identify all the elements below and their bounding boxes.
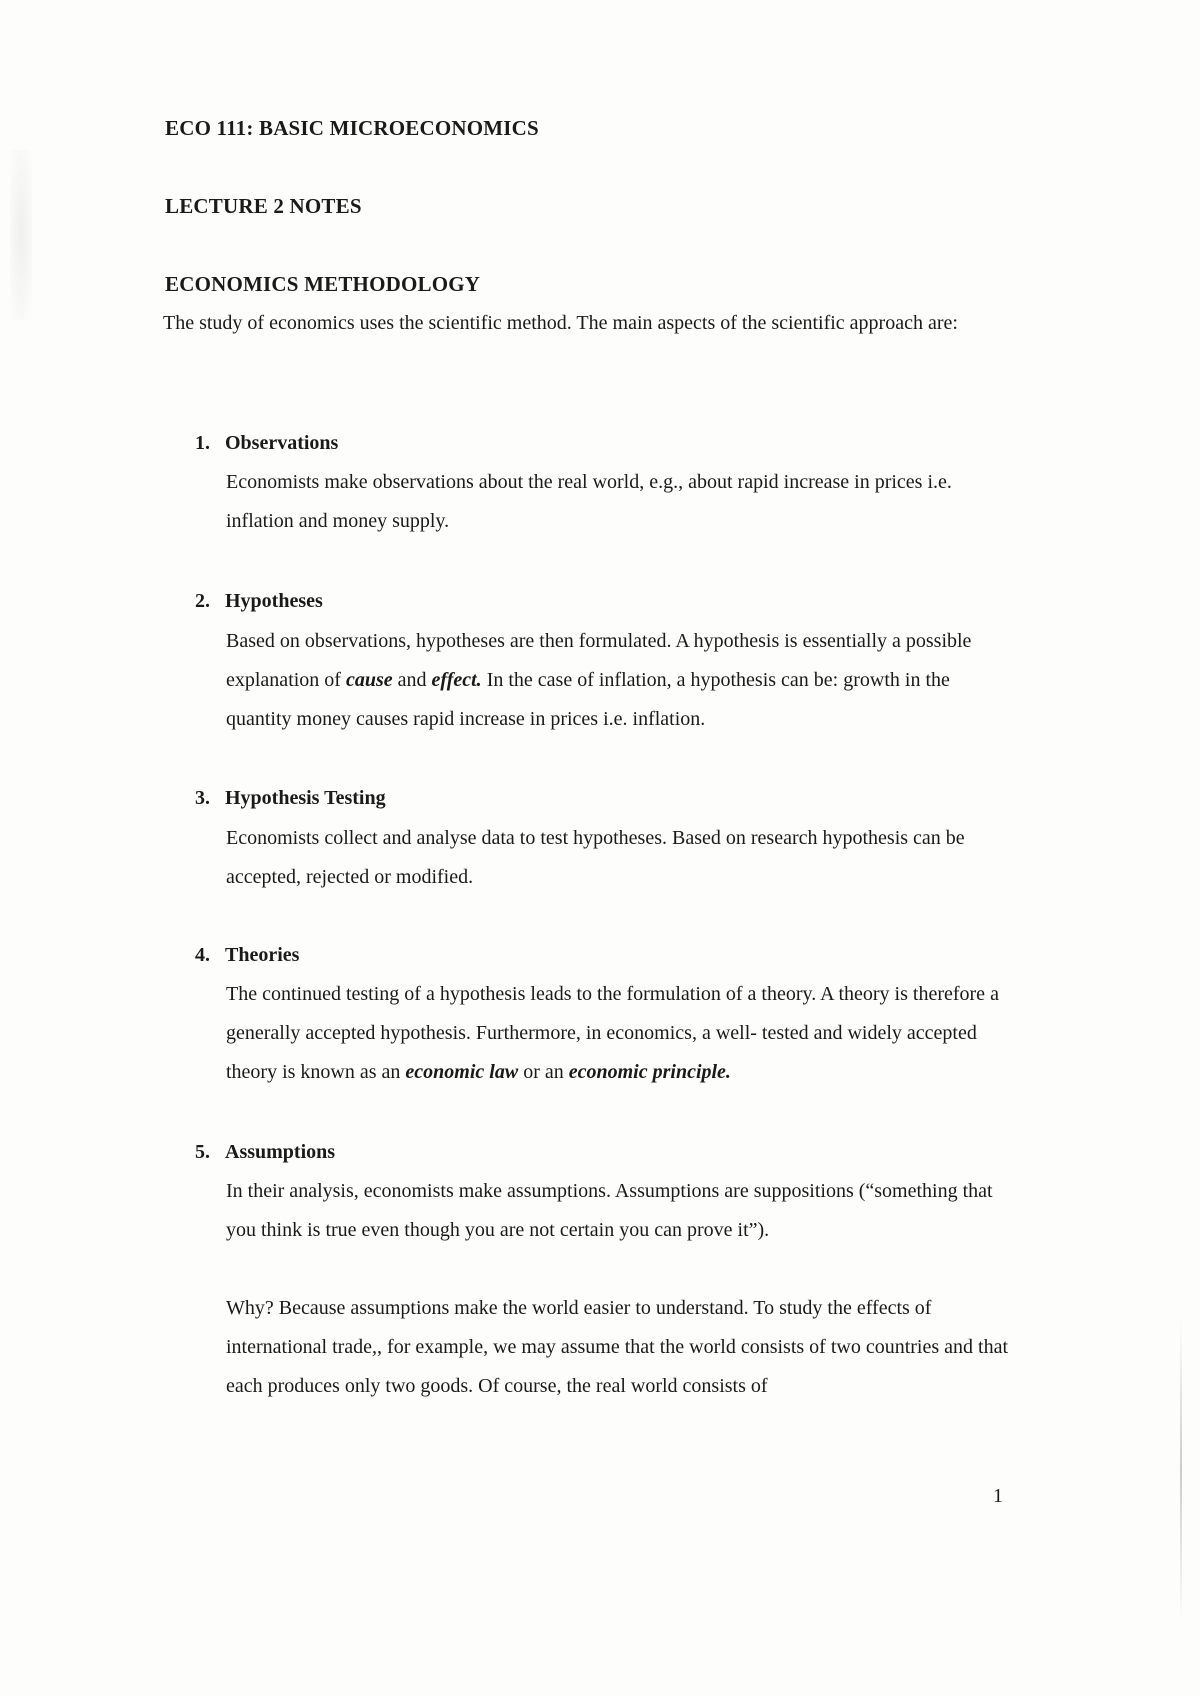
body-text: Based on observations, hypotheses are then formulated. A hypothesis is essentially a possible explanation of [226,630,972,691]
item-number: 4. [195,944,210,966]
item-body-theories [226,975,1016,1092]
item-heading-theories [195,944,299,967]
item-body-assumptions-why: Why? Because assumptions make the world easier to understand. To study the effects of international trade,, for example, we may assume that the world consists of two countries and that each produces only two goods. Of course, the real world consists of [226,1297,1009,1397]
item-title: Hypothesis Testing [225,787,386,809]
section-title: ECONOMICS METHODOLOGY [165,272,481,296]
emphasis-economic-principle: economic principle. [568,1061,731,1083]
item-title: Assumptions [225,1141,336,1163]
intro-paragraph: The study of economics uses the scientific method. The main aspects of the scientific approach are: [163,312,958,334]
item-title: Hypotheses [225,590,323,612]
body-text: or an [518,1061,569,1083]
body-text: In the case of inflation, a hypothesis can be: growth in the quantity money causes rapid increase in prices i.e. inflation. [226,669,950,730]
item-heading-hypotheses [195,590,323,613]
body-text: and [392,669,432,691]
item-number: 2. [195,590,210,612]
emphasis-effect: effect. [431,669,482,691]
item-body-hypotheses [226,622,1016,739]
item-number: 3. [195,787,210,809]
item-title: Observations [225,432,339,454]
item-heading-assumptions [195,1141,335,1164]
scan-smudge [10,150,32,320]
scan-edge-shadow [1180,1320,1182,1620]
item-body-hypothesis-testing: Economists collect and analyse data to test hypotheses. Based on research hypothesis can be accepted, rejected or modified. [226,827,965,888]
course-title: ECO 111: BASIC MICROECONOMICS [165,116,539,140]
item-number: 1. [195,432,210,454]
item-heading-hypothesis-testing [195,787,386,810]
item-title: Theories [225,944,300,966]
body-text: The continued testing of a hypothesis leads to the formulation of a theory. A theory is therefore a generally accepted hypothesis. Furthermore, in economics, a well- tested and widely accepted theory is known as an [226,983,999,1083]
emphasis-economic-law: economic law [405,1061,519,1083]
item-body-observations: Economists make observations about the real world, e.g., about rapid increase in prices i.e. inflation and money supply. [226,471,952,532]
page-number: 1 [993,1485,1003,1507]
emphasis-cause: cause [345,669,393,691]
item-heading-observations [195,432,338,455]
item-number: 5. [195,1141,210,1163]
lecture-label: LECTURE 2 NOTES [165,194,362,218]
item-body-assumptions: In their analysis, economists make assumptions. Assumptions are suppositions (“something that you think is true even though you are not certain you can prove it”). [226,1180,993,1241]
